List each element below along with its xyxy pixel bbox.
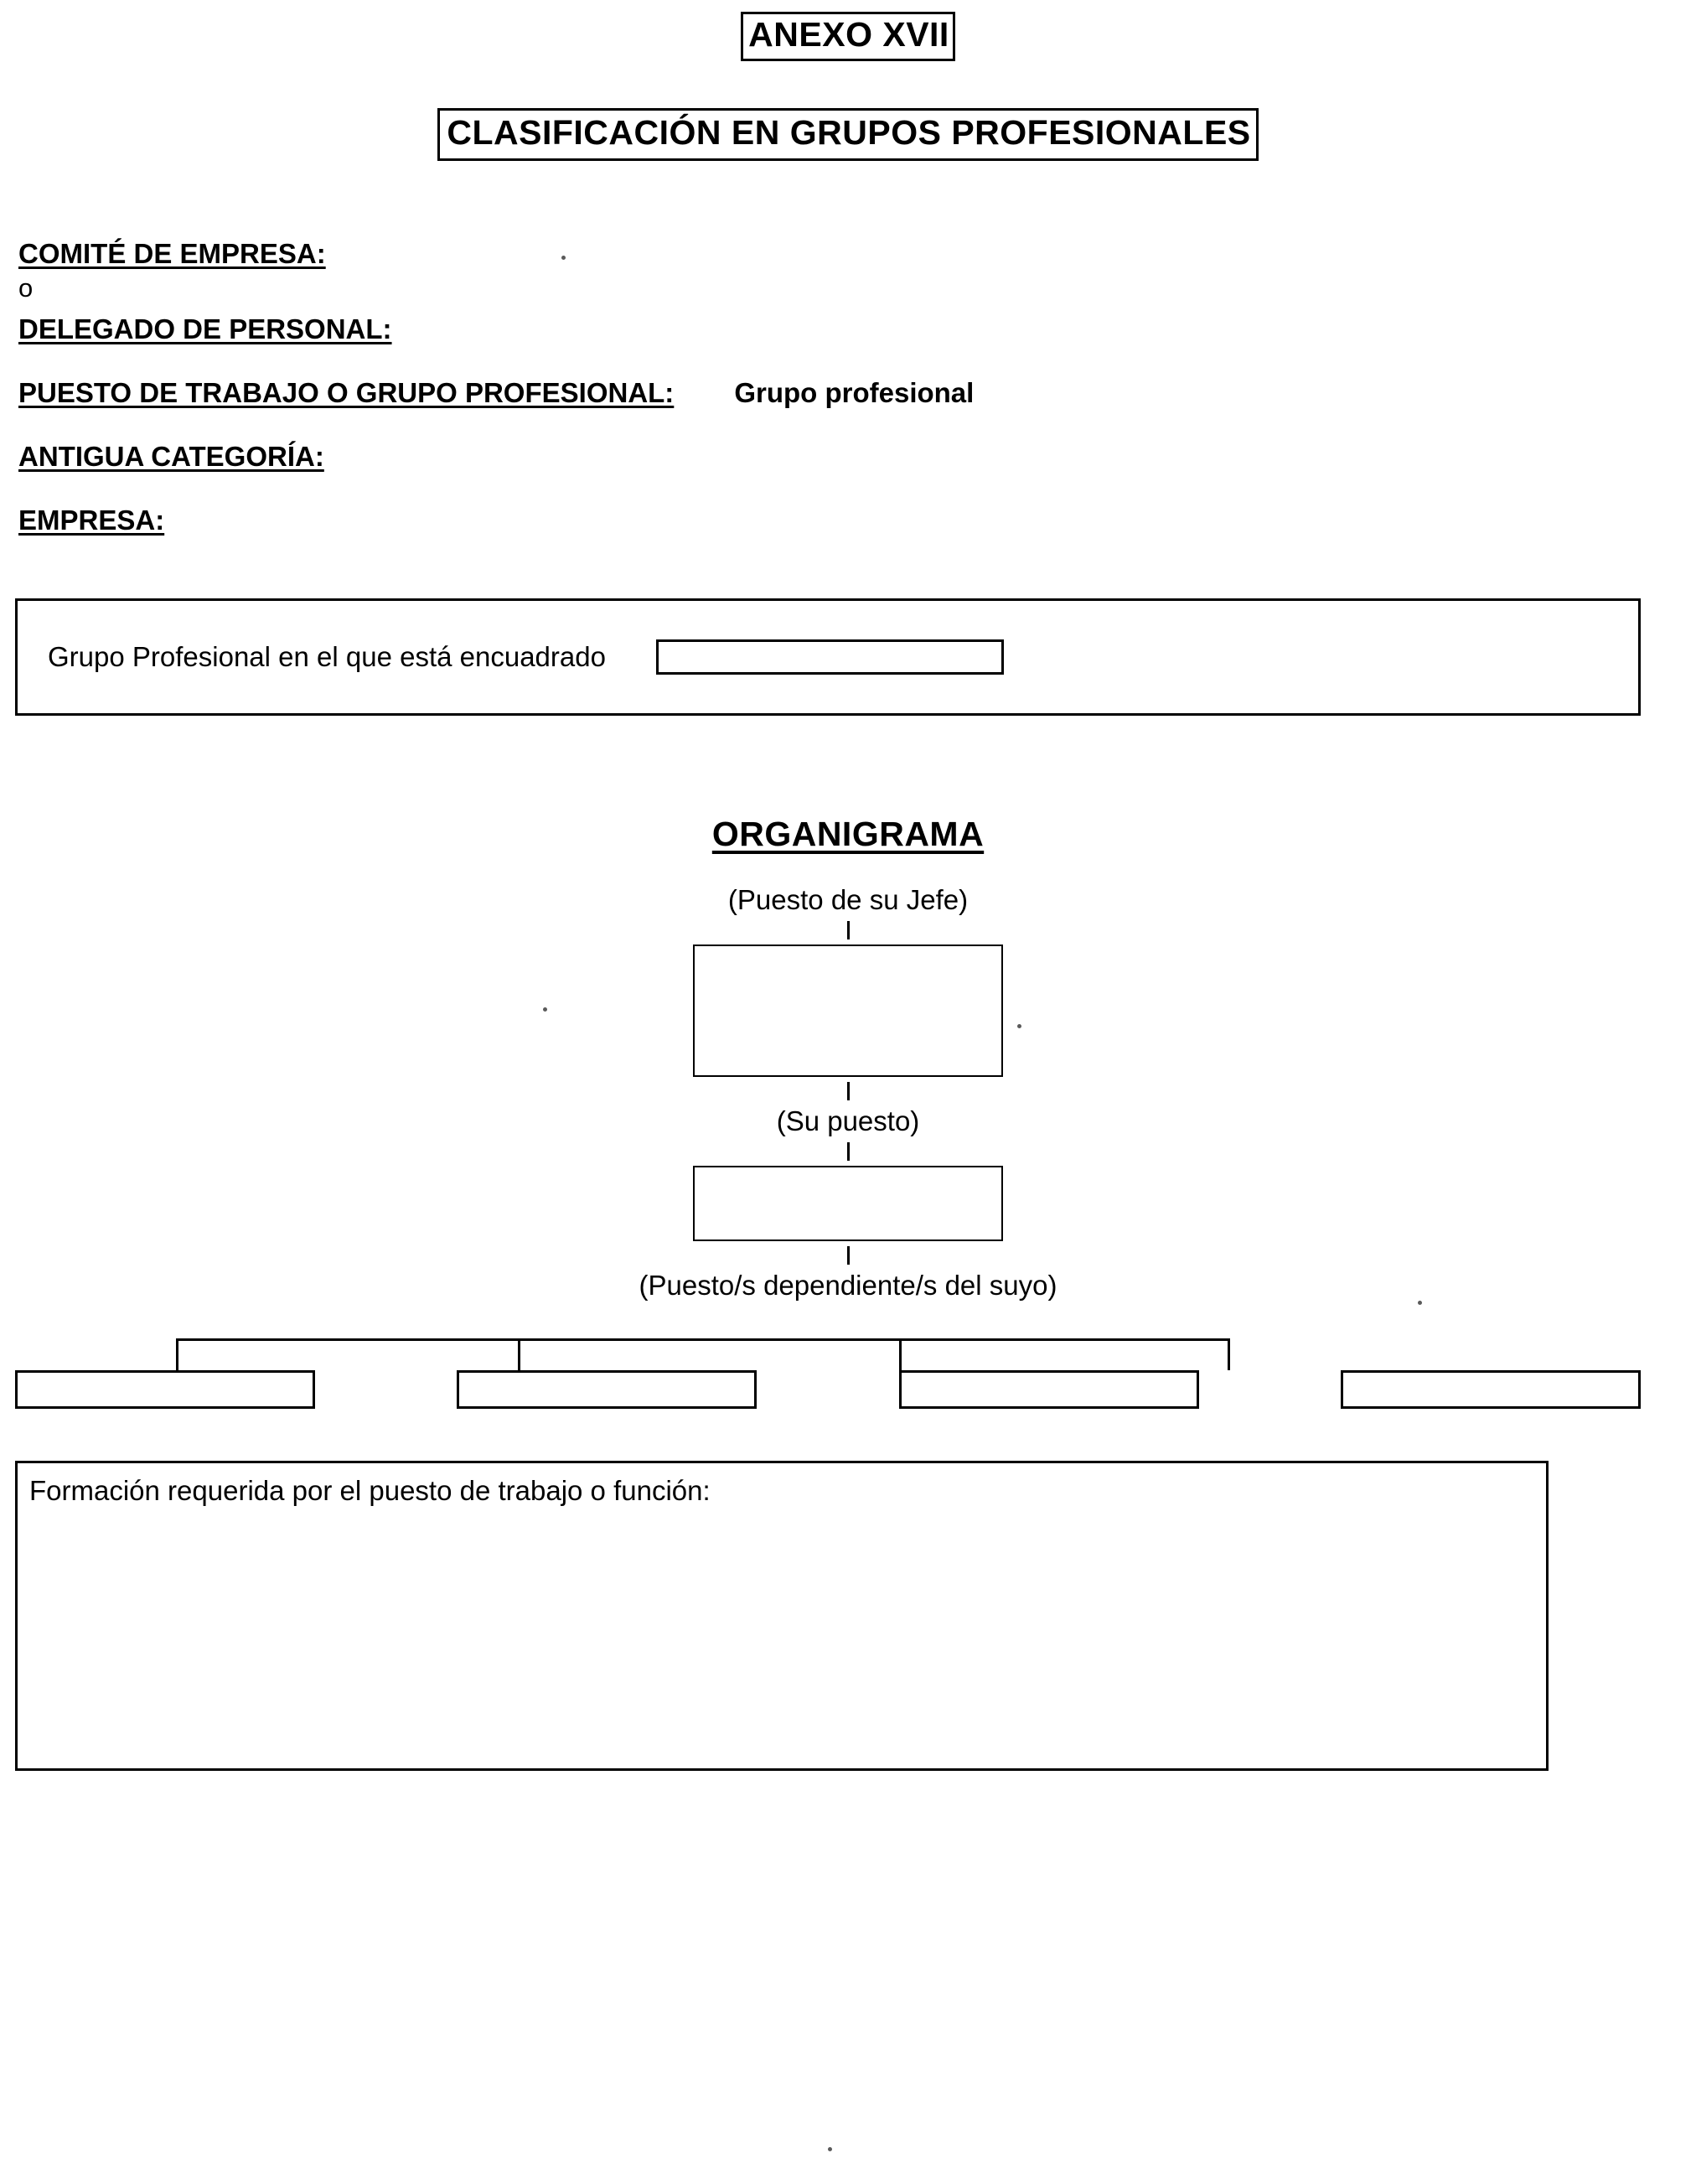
subordinate-box-row: [15, 1370, 1641, 1409]
grupo-profesional-input[interactable]: [656, 639, 1004, 675]
field-separator-o: o: [18, 273, 34, 303]
anexo-title-wrap: [0, 0, 1696, 61]
field-row-antigua-categoria: [18, 441, 1696, 473]
formacion-box[interactable]: [15, 1461, 1549, 1771]
grupo-profesional-band: [15, 598, 1641, 716]
main-title-wrap: [0, 61, 1696, 161]
scan-speck: [1418, 1301, 1422, 1305]
subordinate-stem-3: [899, 1338, 902, 1370]
subordinate-stem-2: [518, 1338, 520, 1370]
organigrama-boss-caption: (Puesto de su Jefe): [727, 884, 969, 915]
subordinate-box-3[interactable]: [899, 1370, 1199, 1409]
field-label-empresa: EMPRESA:: [18, 505, 165, 536]
field-row-puesto: [18, 377, 1696, 409]
subordinate-stem-1: [176, 1338, 178, 1370]
field-label-antigua-categoria: ANTIGUA CATEGORÍA:: [18, 441, 324, 472]
field-row-comite: [18, 238, 1696, 270]
connector-line-subs: [847, 1246, 850, 1265]
subordinate-stem-4: [1228, 1338, 1230, 1370]
organigrama-own-caption: (Su puesto): [776, 1105, 920, 1136]
field-list: [0, 238, 1696, 536]
subordinate-box-1[interactable]: [15, 1370, 315, 1409]
organigrama-section: [0, 815, 1696, 1302]
connector-line-own-bottom: [847, 1142, 850, 1161]
field-label-delegado: DELEGADO DE PERSONAL:: [18, 313, 392, 344]
anexo-title: ANEXO XVII: [741, 12, 955, 61]
organigrama-own-box[interactable]: [693, 1166, 1003, 1241]
scan-speck: [543, 1007, 547, 1012]
organigrama-subordinates-caption: (Puesto/s dependiente/s del suyo): [639, 1270, 1057, 1301]
field-value-puesto: Grupo profesional: [734, 377, 975, 408]
subordinate-box-4[interactable]: [1341, 1370, 1641, 1409]
connector-line-own-top: [847, 1082, 850, 1100]
field-label-comite: COMITÉ DE EMPRESA:: [18, 238, 326, 269]
formacion-label: Formación requerida por el puesto de trabajo o función:: [29, 1475, 711, 1506]
scan-speck: [828, 2147, 832, 2151]
page-title: CLASIFICACIÓN EN GRUPOS PROFESIONALES: [437, 108, 1258, 161]
field-row-delegado: [18, 313, 1696, 345]
subordinate-box-2[interactable]: [457, 1370, 757, 1409]
organigrama-boss-box[interactable]: [693, 945, 1003, 1077]
grupo-profesional-label: Grupo Profesional en el que está encuadrado: [48, 641, 606, 672]
field-label-puesto: PUESTO DE TRABAJO O GRUPO PROFESIONAL:: [18, 377, 675, 408]
scan-speck: [1017, 1024, 1021, 1028]
field-row-empresa: [18, 505, 1696, 536]
organigrama-title: ORGANIGRAMA: [711, 815, 985, 853]
scan-speck: [561, 256, 566, 260]
connector-line-boss: [847, 921, 850, 939]
subordinates-horizontal-line: [176, 1338, 1230, 1341]
organigrama-subordinates: [15, 1317, 1641, 1409]
